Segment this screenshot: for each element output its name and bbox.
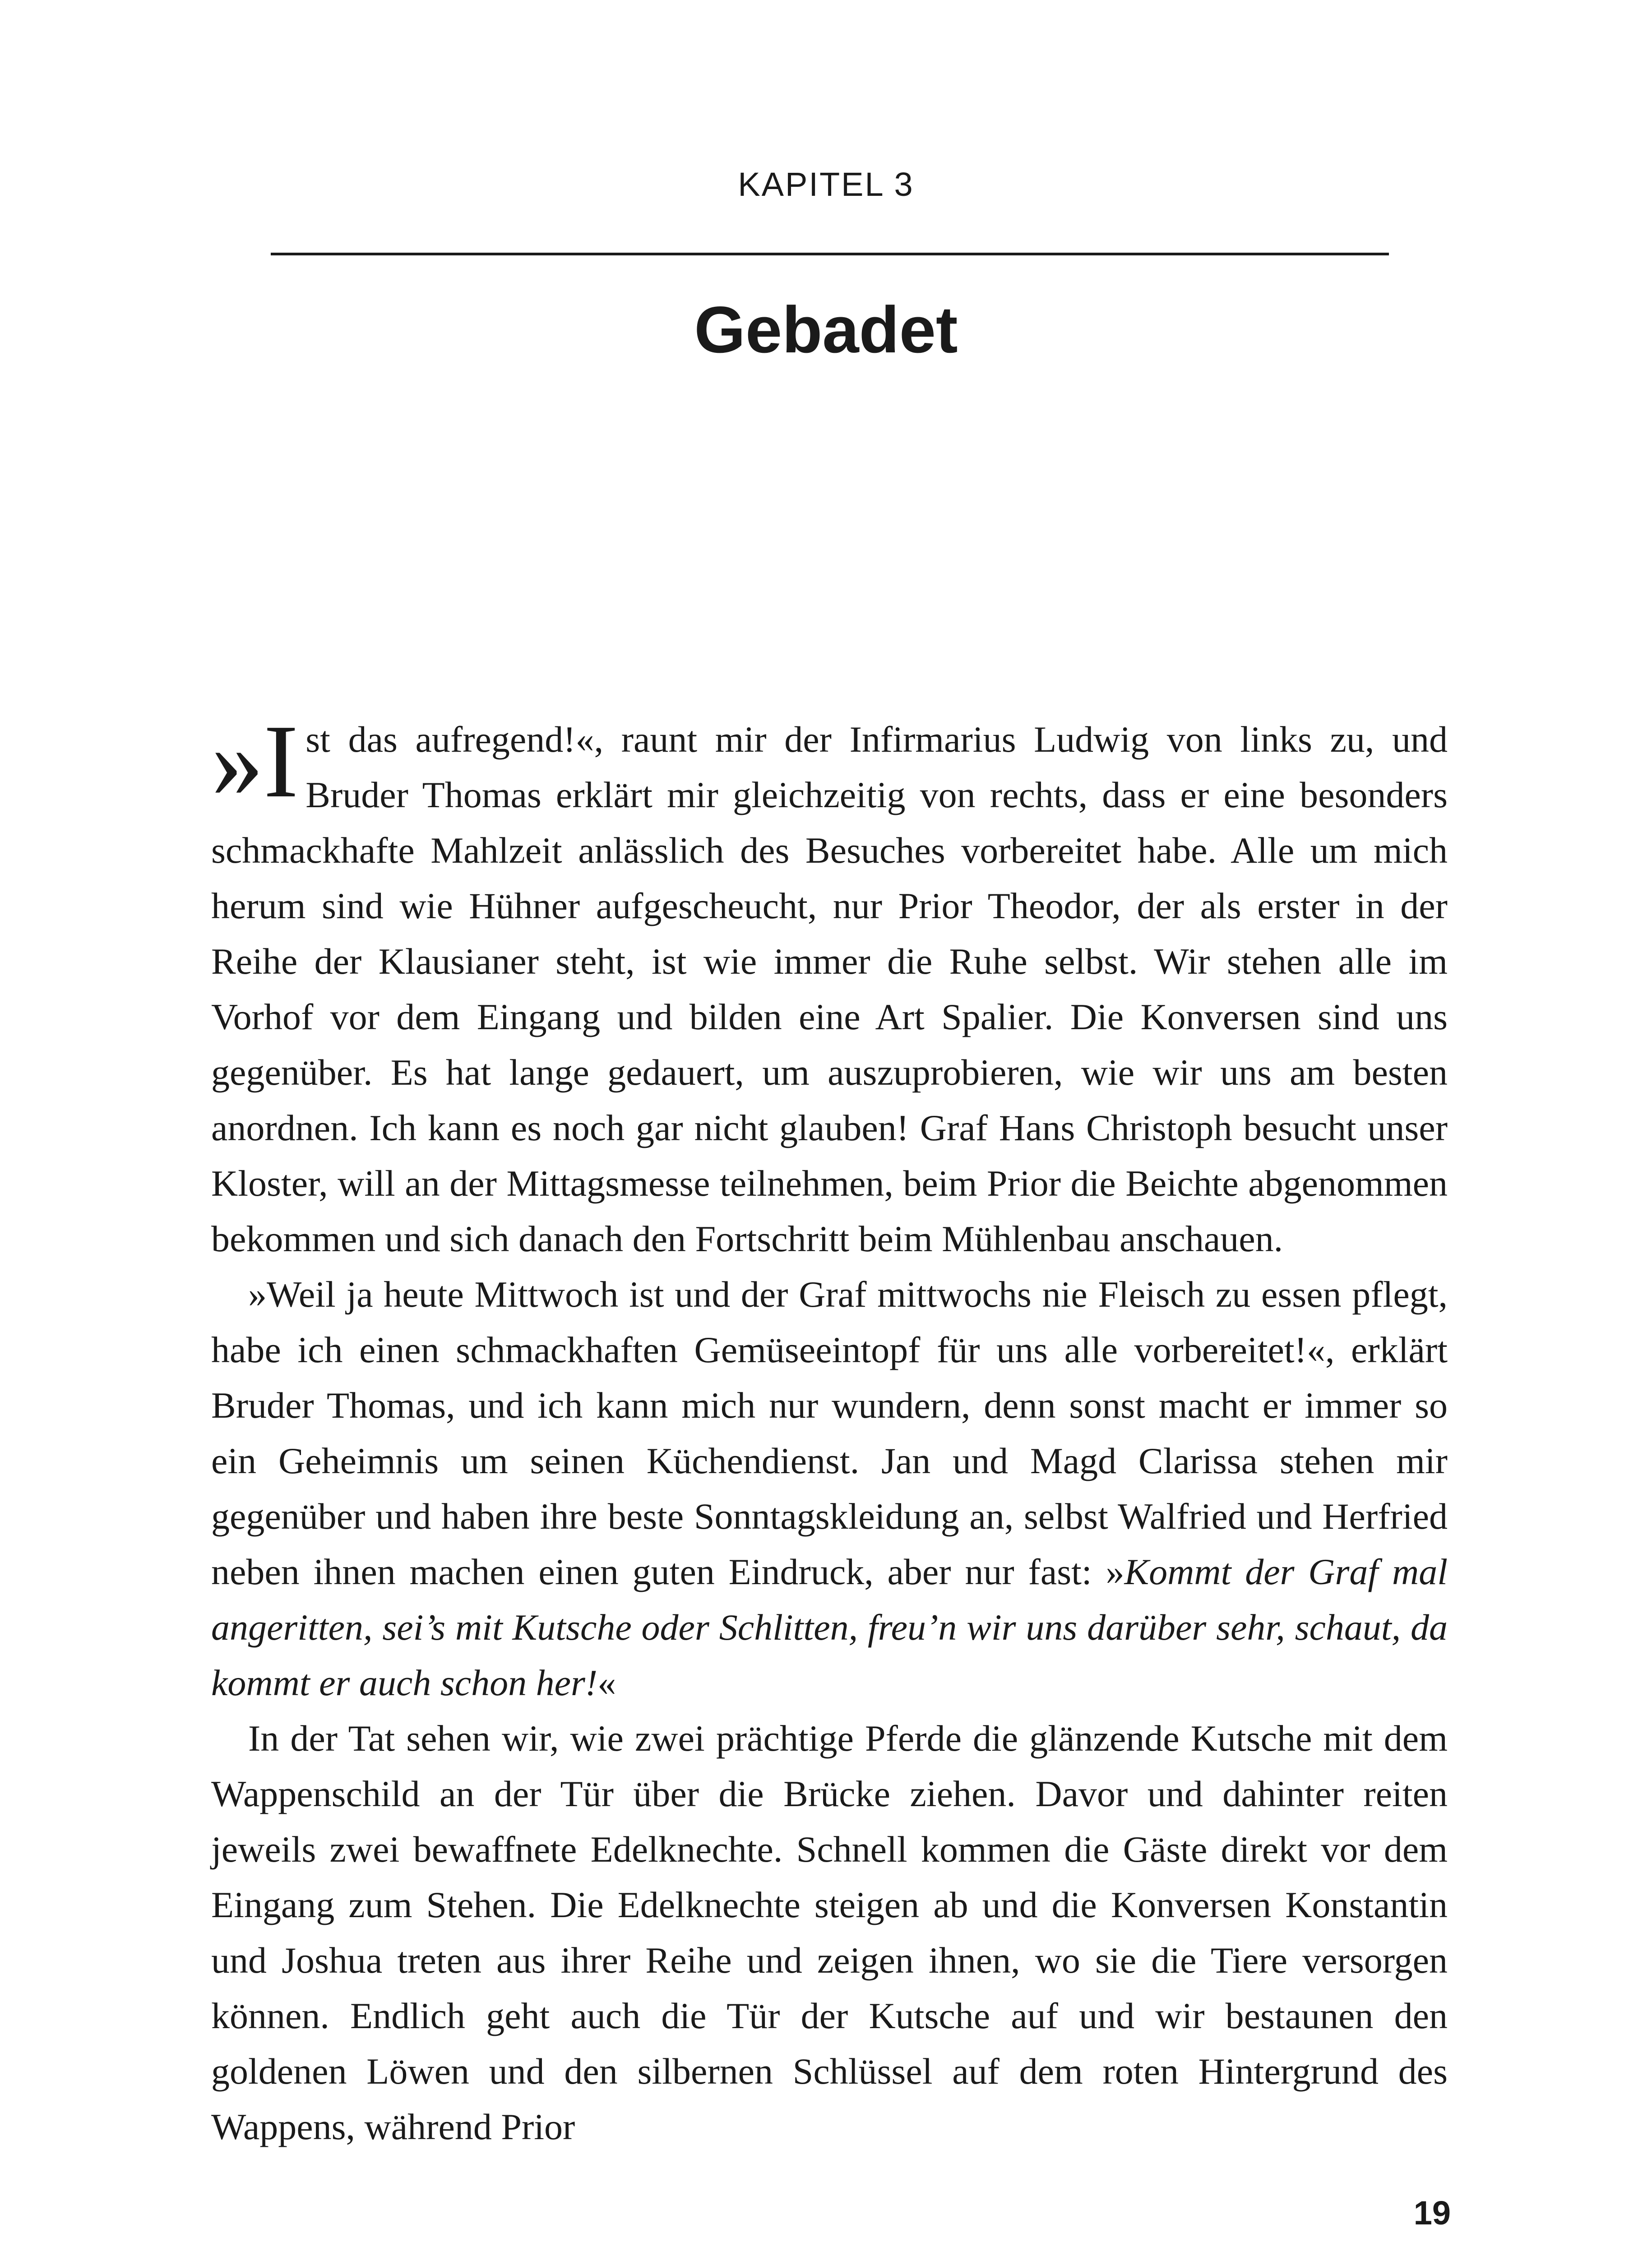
page-number: 19 — [1413, 2194, 1451, 2232]
chapter-rule — [271, 253, 1389, 255]
quote-open: » — [1092, 1551, 1124, 1592]
chapter-label: KAPITEL 3 — [738, 166, 914, 203]
paragraph-1 — [211, 703, 1448, 1267]
paragraph-2-text: »Weil ja heute Mittwoch ist und der Graf mittwochs nie Fleisch zu essen pflegt, habe ich einen schmackhaften Gemüseeintopf für uns alle vorbereitet!«, erklärt Bruder Thomas, und ich kann mich nur wundern, denn sonst macht er immer so ein Geheimnis um seinen Küchendienst. Jan und Magd Clarissa stehen mir gegenüber und haben ihre beste Sonntagskleidung an, selbst Walfried und Herfried neben ihnen machen einen guten Eindruck, aber nur fast: — [211, 1274, 1448, 1592]
paragraph-1-text: st das aufregend!«, raunt mir der Infirmarius Ludwig von links zu, und Bruder Thomas erklärt mir gleichzeitig von rechts, dass er eine besonders schmackhafte Mahlzeit anlässlich des Besuches vorbereitet habe. Alle um mich herum sind wie Hühner aufgescheucht, nur Prior Theodor, der als erster in der Reihe der Klausianer steht, ist wie immer die Ruhe selbst. Wir stehen alle im Vorhof vor dem Eingang und bilden eine Art Spalier. Die Konversen sind uns gegenüber. Es hat lange gedauert, um auszuprobieren, wie wir uns am besten anordnen. Ich kann es noch gar nicht glauben! Graf Hans Christoph besucht unser Kloster, will an der Mittagsmesse teilnehmen, beim Prior die Beichte abgenommen bekommen und sich danach den Fortschritt beim Mühlenbau anschauen. — [211, 719, 1448, 1259]
paragraph-3-text: In der Tat sehen wir, wie zwei prächtige Pferde die glänzende Kutsche mit dem Wappenschild an der Tür über die Brücke ziehen. Davor und dahinter reiten jeweils zwei bewaffnete Edelknechte. Schnell kommen die Gäste direkt vor dem Eingang zum Stehen. Die Edelknechte steigen ab und die Konversen Konstantin und Joshua treten aus ihrer Reihe und zeigen ihnen, wo sie die Tiere versorgen können. Endlich geht auch die Tür der Kutsche auf und wir bestaunen den goldenen Löwen und den silbernen Schlüssel auf dem roten Hintergrund des Wappens, während Prior — [211, 1718, 1448, 2147]
body-text — [211, 703, 1448, 2154]
paragraph-3 — [211, 1710, 1448, 2154]
quote-italic: Kommt der Graf mal angeritten, sei’s mit Kutsche oder Schlitten, freu’n wir uns darüber sehr, schaut, da kommt er auch schon her! — [211, 1551, 1448, 1703]
quote-close: « — [597, 1662, 616, 1703]
paragraph-2 — [211, 1267, 1448, 1710]
chapter-title: Gebadet — [694, 293, 958, 366]
dropcap: »I — [211, 703, 299, 819]
